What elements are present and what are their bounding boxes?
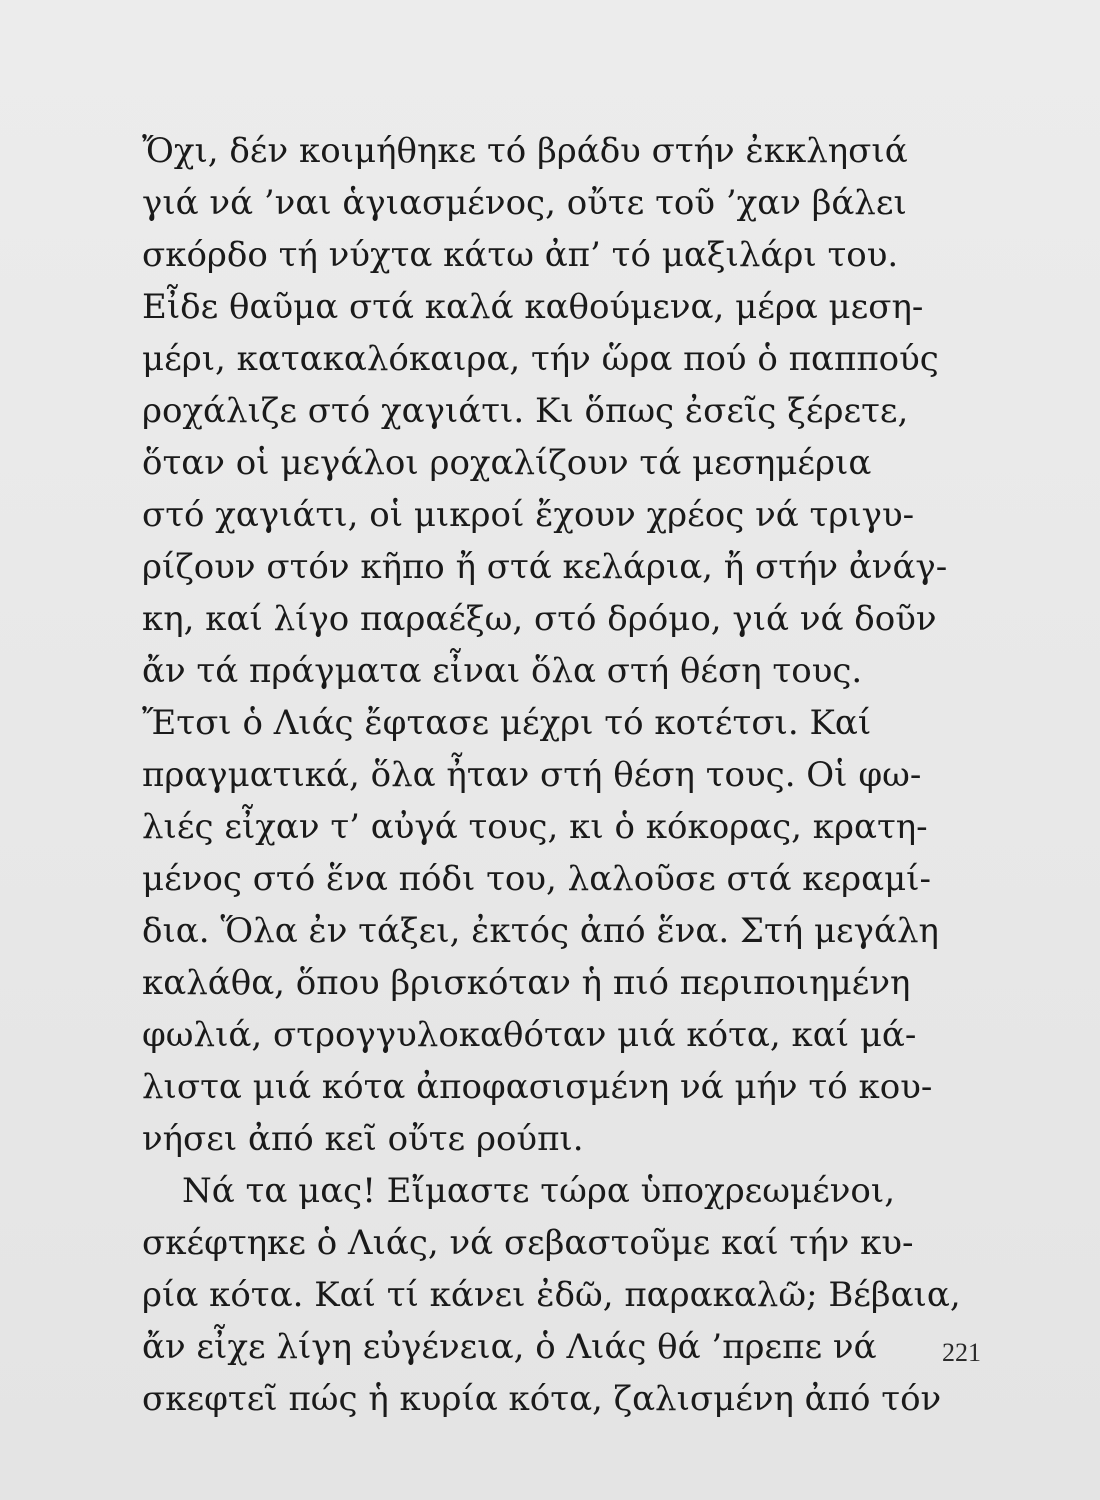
text-line: ρίζουν στόν κῆπο ἤ στά κελάρια, ἤ στήν ἀνάγ-: [142, 547, 948, 587]
text-line: σκεφτεῖ πώς ἡ κυρία κότα, ζαλισμένη ἀπό τόν: [142, 1379, 942, 1419]
text-line: μέρι, κατακαλόκαιρα, τήν ὥρα πού ὁ παππούς: [142, 339, 939, 379]
text-line: ἄν τά πράγματα εἶναι ὅλα στή θέση τους.: [142, 651, 863, 691]
text-line: φωλιά, στρογγυλοκαθόταν μιά κότα, καί μά-: [142, 1015, 917, 1055]
text-line: ἄν εἶχε λίγη εὐγένεια, ὁ Λιάς θά ’πρεπε νά: [142, 1327, 877, 1367]
text-line: σκέφτηκε ὁ Λιάς, νά σεβαστοῦμε καί τήν κυ-: [142, 1223, 914, 1263]
text-line: σκόρδο τή νύχτα κάτω ἀπ’ τό μαξιλάρι του.: [142, 235, 899, 275]
text-line: ρία κότα. Καί τί κάνει ἐδῶ, παρακαλῶ; Βέβαια,: [142, 1275, 961, 1315]
text-line: Ἔτσι ὁ Λιάς ἔφτασε μέχρι τό κοτέτσι. Καί: [142, 703, 872, 743]
text-line: μένος στό ἕνα πόδι του, λαλοῦσε στά κεραμί-: [142, 859, 932, 899]
text-line: στό χαγιάτι, οἱ μικροί ἔχουν χρέος νά τριγυ-: [142, 495, 915, 535]
text-line: πραγματικά, ὅλα ἦταν στή θέση τους. Οἱ φω-: [142, 755, 922, 795]
text-line: ὅταν οἱ μεγάλοι ροχαλίζουν τά μεσημέρια: [142, 443, 872, 483]
text-line: κη, καί λίγο παραέξω, στό δρόμο, γιά νά δοῦν: [142, 599, 937, 639]
text-line: καλάθα, ὅπου βρισκόταν ἡ πιό περιποιημένη: [142, 963, 911, 1003]
text-line: δια. Ὅλα ἐν τάξει, ἐκτός ἀπό ἕνα. Στή μεγάλη: [142, 911, 939, 951]
text-line: νήσει ἀπό κεῖ οὔτε ρούπι.: [142, 1119, 584, 1159]
text-line: Νά τα μας! Εἴμαστε τώρα ὑποχρεωμένοι,: [182, 1171, 896, 1211]
text-line: γιά νά ’ναι ἁγιασμένος, οὔτε τοῦ ’χαν βάλει: [142, 183, 907, 223]
text-line: Ὄχι, δέν κοιμήθηκε τό βράδυ στήν ἐκκλησιά: [142, 131, 908, 171]
text-line: λιστα μιά κότα ἀποφασισμένη νά μήν τό κου-: [142, 1067, 933, 1107]
text-line: Εἶδε θαῦμα στά καλά καθούμενα, μέρα μεση-: [142, 287, 924, 327]
text-line: λιές εἶχαν τ’ αὐγά τους, κι ὁ κόκορας, κρατη-: [142, 807, 928, 847]
text-line: ροχάλιζε στό χαγιάτι. Κι ὅπως ἐσεῖς ξέρετε,: [142, 391, 909, 431]
page-number: 221: [942, 1338, 981, 1367]
